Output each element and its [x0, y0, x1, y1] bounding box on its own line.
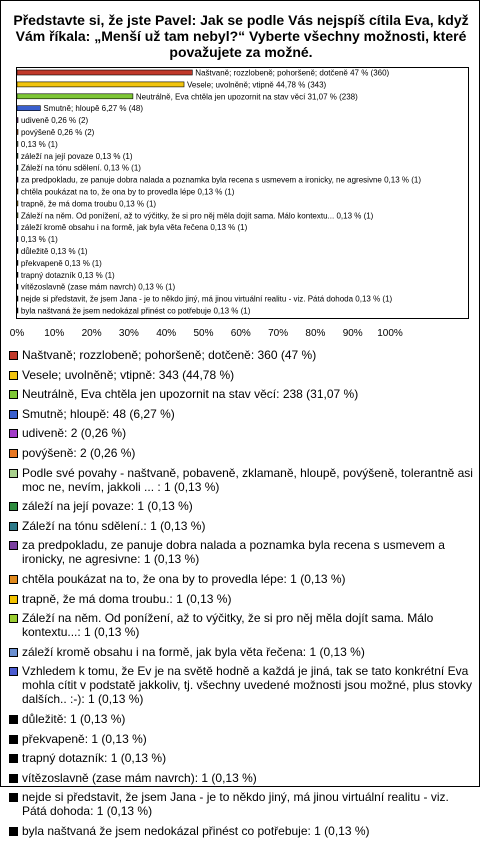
- bar-label: překvapeně 0,13 % (1): [20, 258, 102, 268]
- bar: [17, 272, 18, 277]
- legend-item: [9, 368, 475, 382]
- legend-swatch: [9, 522, 18, 531]
- bar: [17, 130, 18, 135]
- legend-label: trapný dotazník: 1 (0,13 %): [22, 751, 167, 766]
- bar: [17, 189, 18, 194]
- bar-label: nejde si představit, že jsem Jana - je to někdo jiný, má jinou virtuální realitu - viz. Pátá dohoda 0,13 % (1): [20, 294, 393, 304]
- bar-label: záleží kromě obsahu i na formě, jak byla věta řečena 0,13 % (1): [20, 223, 248, 233]
- legend-swatch: [9, 410, 18, 419]
- legend-swatch: [9, 614, 18, 623]
- legend-swatch: [9, 351, 18, 360]
- bar: [17, 249, 18, 254]
- bar-label: záleží na její povaze 0,13 % (1): [20, 151, 133, 161]
- legend-item: [9, 712, 475, 726]
- bar: [17, 213, 18, 218]
- x-tick-label: 60%: [230, 328, 251, 339]
- bar: [17, 106, 40, 111]
- bar-label: Neutrálně, Eva chtěla jen upozornit na stav věcí 31,07 % (238): [135, 92, 358, 102]
- legend-item: [9, 519, 475, 533]
- legend-swatch: [9, 371, 18, 380]
- legend-label: Naštvaně; rozzlobeně; pohoršeně; dotčeně: 360 (47 %): [22, 348, 317, 362]
- legend-item: [9, 499, 475, 513]
- legend-label: za predpokladu, ze panuje dobra nalada a poznamka byla recena s usmevem a ironicky, ne agresivne: 1 (0,13 %): [22, 538, 445, 567]
- legend-swatch: [9, 827, 18, 836]
- x-tick-label: 30%: [118, 328, 139, 339]
- legend: [9, 348, 475, 843]
- bar-label: Smutně; hloupě 6,27 % (48): [43, 104, 144, 114]
- bar-label: Vesele; uvolněně; vtipně 44,78 % (343): [187, 80, 327, 90]
- bar-label: Záleží na tónu sdělení. 0,13 % (1): [20, 163, 141, 173]
- legend-swatch: [9, 648, 18, 657]
- legend-label: důležitě: 1 (0,13 %): [22, 711, 126, 726]
- bar: [17, 177, 18, 182]
- legend-label: Smutně; hloupě: 48 (6,27 %): [22, 406, 175, 421]
- chart-title: Představte si, že jste Pavel: Jak se podle Vás nejspíš cítila Eva, když Vám říkala: „Menší už tam nebyl?“ Vyberte všechny možnosti, které považujete za možné.: [13, 12, 469, 60]
- legend-swatch: [9, 595, 18, 604]
- bar: [17, 308, 18, 313]
- legend-item: [9, 466, 475, 494]
- legend-label: záleží na její povaze: 1 (0,13 %): [22, 499, 193, 514]
- bar-label: důležitě 0,13 % (1): [20, 247, 88, 256]
- bar: [17, 94, 133, 99]
- legend-label: Neutrálně, Eva chtěla jen upozornit na stav věcí: 238 (31,07 %): [22, 387, 359, 402]
- legend-swatch: [9, 469, 18, 478]
- bar: [17, 82, 184, 87]
- legend-label: byla naštvaná že jsem nedokázal přinést co potřebuje: 1 (0,13 %): [22, 823, 370, 838]
- bar-chart: [11, 64, 471, 349]
- legend-label: povýšeně: 2 (0,26 %): [22, 445, 136, 460]
- bar: [17, 201, 18, 206]
- legend-swatch: [9, 793, 18, 802]
- bar: [17, 165, 18, 170]
- legend-label: překvapeně: 1 (0,13 %): [22, 731, 147, 746]
- legend-item: [9, 771, 475, 785]
- bar-label: 0,13 % (1): [20, 139, 58, 149]
- bar-label: trapný dotazník 0,13 % (1): [20, 270, 115, 280]
- legend-item: [9, 611, 475, 639]
- x-tick-label: 40%: [156, 328, 177, 339]
- legend-label: Vesele; uvolněně; vtipně: 343 (44,78 %): [22, 367, 235, 382]
- legend-item: [9, 664, 475, 706]
- legend-swatch: [9, 754, 18, 763]
- legend-label: trapně, že má doma troubu.: 1 (0,13 %): [22, 591, 232, 606]
- x-tick-label: 90%: [342, 328, 363, 339]
- legend-swatch: [9, 667, 18, 676]
- bar: [17, 70, 192, 75]
- legend-item: [9, 732, 475, 746]
- legend-swatch: [9, 449, 18, 458]
- x-tick-label: 80%: [305, 328, 326, 339]
- legend-item: [9, 572, 475, 586]
- x-tick-label: 0%: [9, 328, 25, 339]
- legend-label: Záleží na tónu sdělení.: 1 (0,13 %): [22, 518, 206, 533]
- legend-swatch: [9, 715, 18, 724]
- legend-swatch: [9, 390, 18, 399]
- bar-label: 0,13 % (1): [20, 235, 58, 245]
- legend-label: Záleží na něm. Od ponížení, až to výčitky, že si pro něj měla dojít sama. Málo kontextu...: 1 (0,13 %): [22, 611, 434, 640]
- legend-item: [9, 645, 475, 659]
- legend-item: [9, 824, 475, 838]
- legend-label: záleží kromě obsahu i na formě, jak byla věta řečena: 1 (0,13 %): [22, 644, 365, 659]
- legend-swatch: [9, 735, 18, 744]
- legend-item: [9, 790, 475, 818]
- legend-swatch: [9, 575, 18, 584]
- bar: [17, 141, 18, 146]
- legend-label: Podle své povahy - naštvaně, pobaveně, zklamaně, hloupě, povýšeně, tolerantně asi moc ne, nevím, jakkoli ... : 1 (0,13 %): [22, 465, 473, 494]
- legend-swatch: [9, 541, 18, 550]
- legend-item: [9, 592, 475, 606]
- bar: [17, 237, 18, 242]
- bar: [17, 225, 18, 230]
- legend-item: [9, 751, 475, 765]
- legend-swatch: [9, 774, 18, 783]
- legend-label: udiveně: 2 (0,26 %): [22, 426, 127, 441]
- bar: [17, 260, 18, 265]
- bar: [17, 284, 18, 289]
- bar: [17, 118, 18, 123]
- bar-label: trapně, že má doma troubu 0,13 % (1): [20, 199, 157, 209]
- plot-area: [9, 64, 471, 339]
- bar-label: udiveně 0,26 % (2): [20, 116, 89, 126]
- legend-label: vítězoslavně (zase mám navrch): 1 (0,13 %): [22, 770, 257, 785]
- bar-label: Záleží na něm. Od ponížení, až to výčitky, že si pro něj měla dojít sama. Málo kontextu... 0,13 % (1): [20, 211, 374, 221]
- x-tick-label: 20%: [81, 328, 102, 339]
- legend-label: chtěla poukázat na to, že ona by to provedla lépe: 1 (0,13 %): [22, 571, 346, 586]
- bar: [17, 296, 18, 301]
- x-tick-label: 10%: [44, 328, 65, 339]
- bar-label: Naštvaně; rozzlobeně; pohoršeně; dotčeně 47 % (360): [195, 68, 390, 78]
- x-tick-label: 100%: [377, 328, 403, 339]
- bar-label: chtěla poukázat na to, že ona by to provedla lépe 0,13 % (1): [20, 187, 235, 197]
- x-tick-label: 50%: [193, 328, 214, 339]
- bar-label: povýšeně 0,26 % (2): [20, 128, 95, 137]
- legend-item: [9, 426, 475, 440]
- legend-item: [9, 387, 475, 401]
- legend-item: [9, 446, 475, 460]
- legend-swatch: [9, 502, 18, 511]
- legend-item: [9, 538, 475, 566]
- bar-label: vítězoslavně (zase mám navrch) 0,13 % (1): [20, 282, 176, 292]
- bar: [17, 153, 18, 158]
- legend-item: [9, 407, 475, 421]
- legend-swatch: [9, 429, 18, 438]
- legend-label: nejde si představit, že jsem Jana - je to někdo jiný, má jinou virtuální realitu - viz. Pátá dohoda: 1 (0,13 %): [22, 790, 449, 819]
- x-tick-label: 70%: [268, 328, 289, 339]
- legend-label: Vzhledem k tomu, že Ev je na světě hodně a každá je jiná, tak se tato konkrétní Eva mohla cítit v podstatě jakkoliv, tj. všechny uvedené možnosti jsou možné, plus stovky dalších.. :-): 1 (0,13 %): [22, 664, 472, 707]
- bar-label: byla naštvaná že jsem nedokázal přinést co potřebuje 0,13 % (1): [20, 306, 251, 316]
- legend-item: [9, 348, 475, 362]
- bar-label: za predpokladu, ze panuje dobra nalada a poznamka byla recena s usmevem a ironicky, ne agresivne 0,13 % (1): [20, 175, 421, 185]
